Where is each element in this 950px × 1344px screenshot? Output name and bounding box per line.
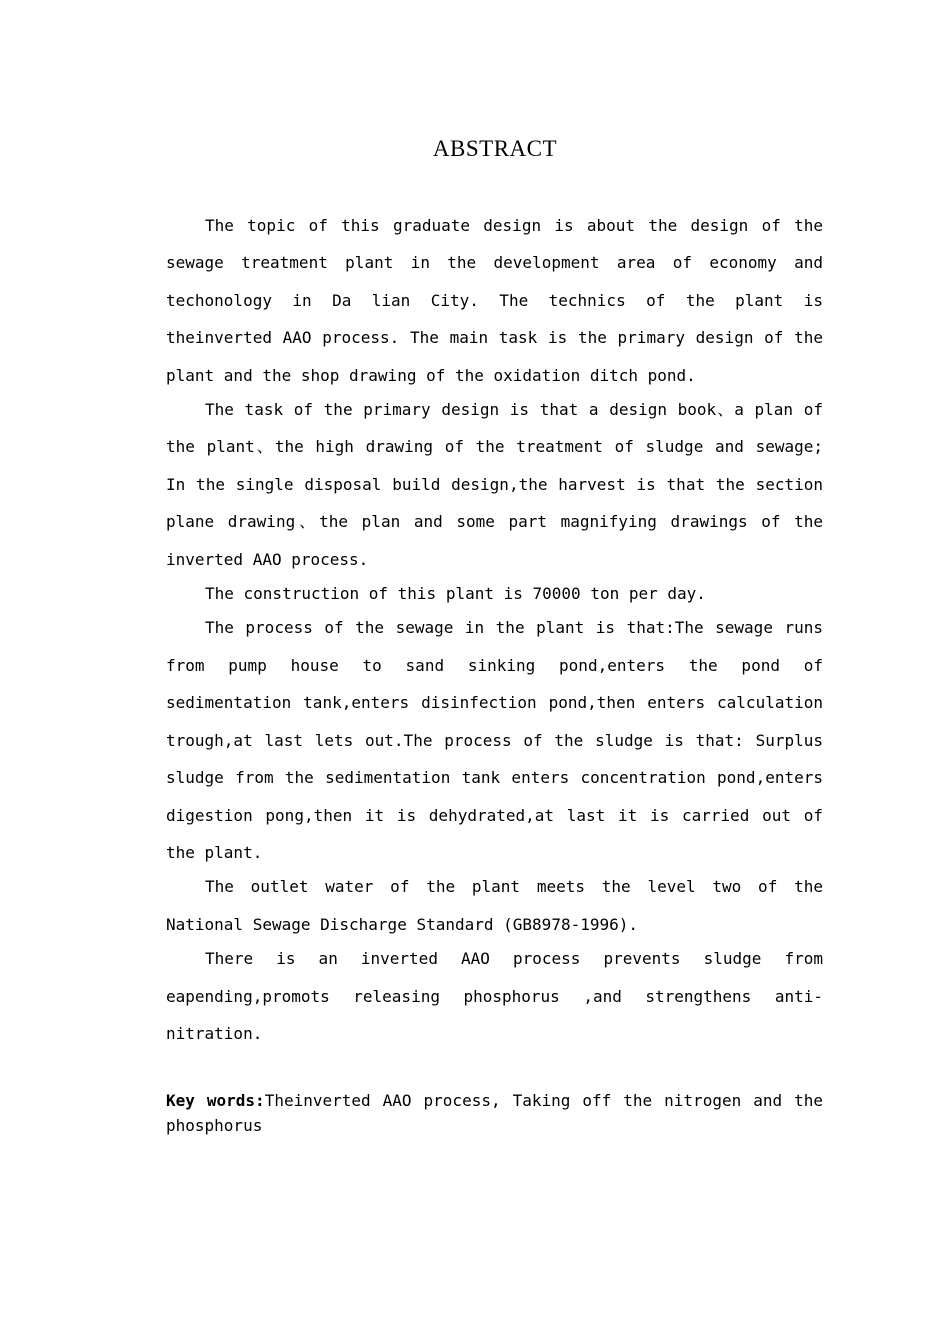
abstract-paragraph-2: The task of the primary design is that a design book、a plan of the plant、the high drawing of the treatment of sludge and sewage; In the single disposal build design,the harvest is that the section plane drawing、the plan and some part magnifying drawings of the inverted AAO process.: [166, 400, 824, 569]
abstract-paragraph-5: The outlet water of the plant meets the level two of the National Sewage Discharge Standard (GB8978-1996).: [166, 877, 823, 934]
abstract-paragraph-3: The construction of this plant is 70000 ton per day.: [205, 584, 706, 604]
keywords-text: Theinverted AAO process, Taking off the nitrogen and the phosphorus: [166, 1091, 823, 1135]
abstract-title: ABSTRACT: [432, 136, 558, 161]
keywords-line: [166, 1088, 823, 1138]
abstract-paragraph-6: There is an inverted AAO process prevents sludge from eapending,promots releasing phosphorus ,and strengthens anti-nitration.: [166, 949, 823, 1043]
abstract-paragraph-1: The topic of this graduate design is about the design of the sewage treatment plant in the development area of economy and techonology in Da lian City. The technics of the plant is theinverted AAO process. The main task is the primary design of the plant and the shop drawing of the oxidation ditch pond.: [166, 216, 823, 385]
keywords-label: Key words:: [166, 1091, 265, 1110]
abstract-paragraph-4: The process of the sewage in the plant is that:The sewage runs from pump house to sand sinking pond,enters the pond of sedimentation tank,enters disinfection pond,then enters calculation trough,at last lets out.The process of the sludge is that: Surplus sludge from the sedimentation tank enters concentration pond,enters digestion pong,then it is dehydrated,at last it is carried out of the plant.: [166, 618, 823, 862]
abstract-body: [166, 207, 823, 1049]
